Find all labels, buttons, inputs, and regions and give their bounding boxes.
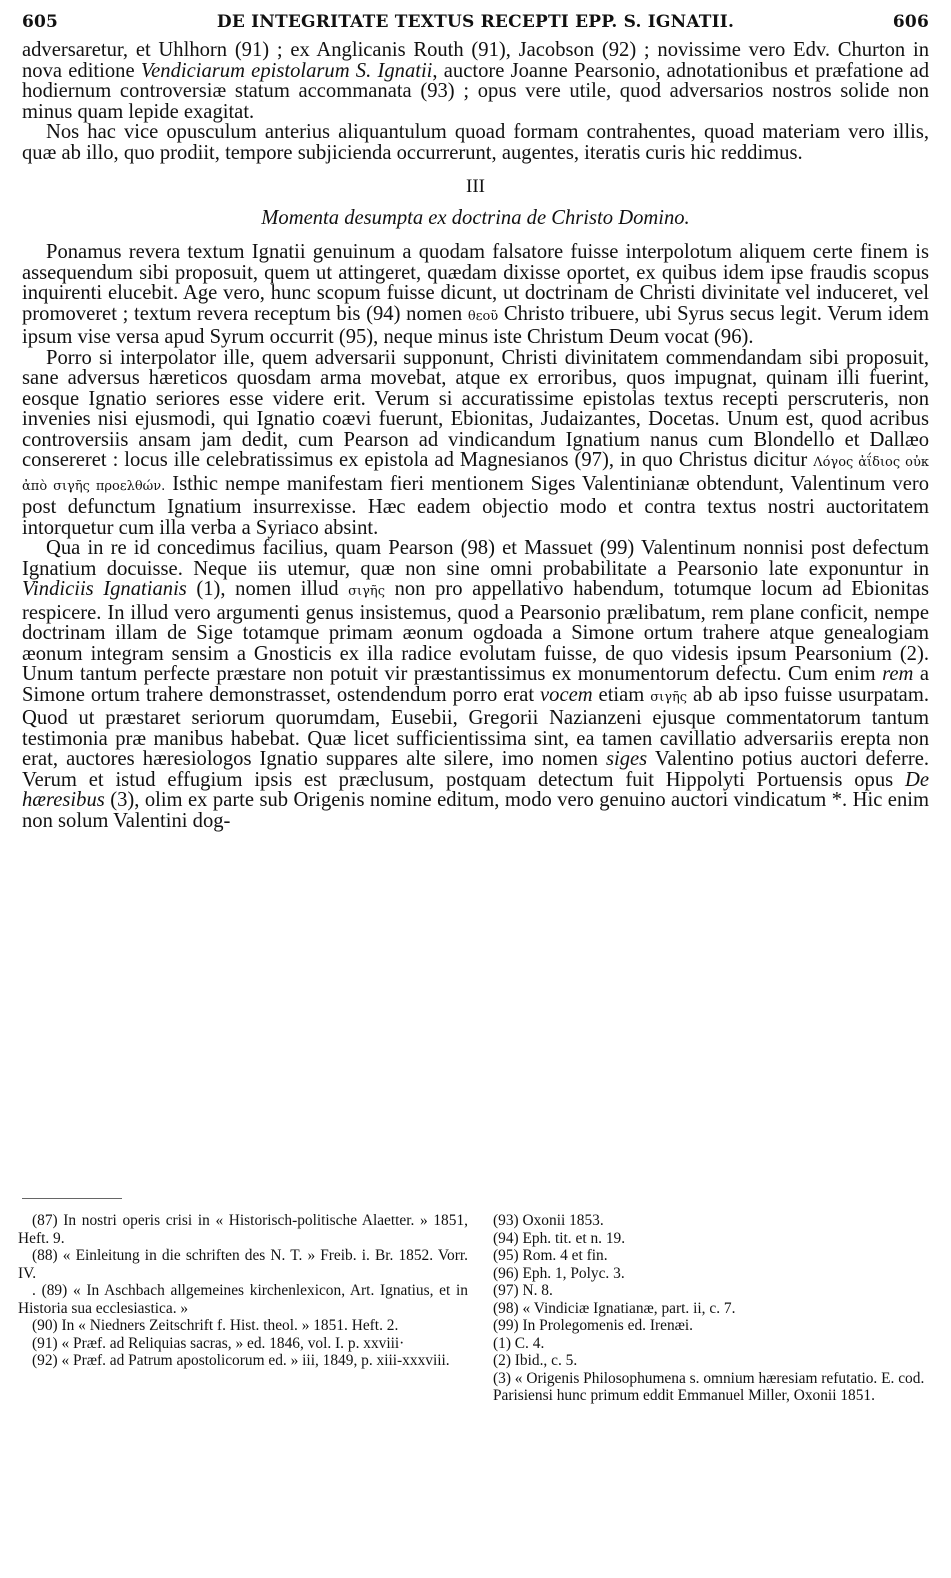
footnotes [18, 1212, 929, 1405]
footnote: (91) « Præf. ad Reliquias sacras, » ed. 1846, vol. I. p. xxviii· [32, 1334, 405, 1352]
footnote: . (89) « In Aschbach allgemeines kirchenlexicon, Art. Ignatius, et in Historia sua ecclesiastica. » [18, 1282, 468, 1317]
footnote: (88) « Einleitung in die schriften des N. T. » Freib. i. Br. 1852. Vorr. IV. [18, 1247, 468, 1282]
paragraph-2: Nos hac vice opusculum anterius aliquantulum quoad formam contrahentes, quoad materiam vero illis, quæ ab illo, quo prodiit, tempore subjicienda occurrerunt, augentes, iteratis curis hic reddimus. [22, 121, 929, 164]
book-title: Vendiciarum epistolarum S. Ignatii [140, 59, 433, 82]
footnote: (98) « Vindiciæ Ignatianæ, part. ii, c. 7. [493, 1299, 736, 1317]
footnote: (97) N. 8. [493, 1282, 553, 1299]
right-page-number: 606 [892, 12, 929, 32]
footnotes-right-column [489, 1212, 929, 1405]
footnote: (96) Eph. 1, Polyc. 3. [493, 1264, 625, 1282]
footnote: (1) C. 4. [493, 1334, 545, 1352]
greek-word: θεοῦ [467, 308, 499, 324]
paragraph-5: Qua in re id concedimus facilius, quam Pearson (98) et Massuet (99) Valentinum nonnisi post defectum Ignatium docuisse. Neque iis utemur, quæ non sine omni probabilitate a Pearsonio late exponuntur in Vindiciis Ignatianis (1), nomen illud σιγῆς non pro appellativo habendum, totumque locum ad Ebionitas respicere. In illud vero argumenti genus insistemus, quod a Pearsonio prælibatum, rem plane conficit, nempe doctrinam illam de Sige totamque primam æonum ogdoada a Simone ortum trahere atque genealogiam æonum integram sensim a Gnosticis ex illa radice evolutam fuisse, de quo videsis ipsum Pearsonium (2). Unum tantum perfecte præstare non potuit vir præstantissimus ex monumentorum defectu. Cum enim rem a Simone ortum trahere demonstrasset, ostendendum porro erat vocem etiam σιγῆς ab ab ipso fuisse usurpatam. Quod ut præstaret seriorum quorumdam, Eusebii, Gregorii Nazianzeni ejusque commentatorum tantum testimonia præ manibus habebat. Quæ licet sufficientissima sint, ea tamen cavillatio adversariis erepta non erat, auctores hæresiologos Ignatio suppares alte silere, imo nomen siges Valentino potius auctori deferre. Verum et istud effugium ipsis est præclusum, postquam detectum fuit Hippolyti Portuensis opus De hæresibus (3), olim ex parte sub Origenis nomine editum, modo vero genuino auctori vindicatum *. Hic enim non solum Valentini dog- [22, 537, 930, 832]
footnotes-left-column [18, 1212, 468, 1405]
paragraph-4: Porro si interpolator ille, quem adversarii supponunt, Christi divinitatem commendandam sibi proposuit, sane adversus hæreticos quosdam arma movebat, atque ex erroribus, quos impugnat, quinam illi fuerint, eosque Ignatio seriores esse videre erit. Verum si accuratissime epistolas textus recepti perscruteris, non invenies nisi ejusmodi, qui Ignatio coævi fuerunt, Ebionitas, Judaizantes, Docetas. Unum est, quod acribus controversiis ansam jam dedit, cum Pearson ad vindicandum Ignatium nanus cum Blondello et Dallæo consereret : locus ille celebratissimus ex epistola ad Magnesianos (97), in quo Christus dicitur Λόγος ἀΐδιος οὐκ ἀπὸ σιγῆς προελθών. Isthic nempe manifestam fieri mentionem Siges Valentinianæ obtendunt, Valentinum vero post defunctum Ignatium insurrexisse. Hæc eadem objectio modo et contra textus nostri auctoritatem intorquetur cum illa verba a Syriaco absint. [22, 346, 929, 539]
running-title: DE INTEGRITATE TEXTUS RECEPTI EPP. S. IGNATII. [216, 12, 735, 32]
left-page-number: 605 [22, 12, 59, 32]
footnote: (94) Eph. tit. et n. 19. [493, 1229, 626, 1247]
greek-word: σιγῆς [348, 584, 385, 599]
paragraph-3: Ponamus revera textum Ignatii genuinum a quodam falsatore fuisse interpolotum aliquem certe finem is assequendum sibi proposuit, quem ut attingeret, quædam dixisse oportet, ex quibus idem ipse fraudis scopus inquirenti elucebit. Age vero, hunc scopum fuisse dicunt, ut doctrinam de Christi divinitate vel induceret, vel promoveret ; textum revera receptum bis (94) nomen θεοῦ Christo tribuere, ubi Syrus secus legit. Verum idem ipsum vise versa apud Syrum occurrit (95), neque minus iste Christum Deum vocat (96). [22, 241, 929, 348]
footnote: (3) « Origenis Philosophumena s. omnium hæresiam refutatio. E. cod. Parisiensi hunc primum eddit Emmanuel Miller, Oxonii 1851. [493, 1369, 925, 1404]
paragraph-1: adversaretur, et Uhlhorn (91) ; ex Anglicanis Routh (91), Jacobson (92) ; novissime vero Edv. Churton in nova editione Vendiciarum epistolarum S. Ignatii, auctore Joanne Pearsonio, adnotationibus et præfatione ad hodiernum controversiæ statum accommanata (93) ; opus vere utile, quod adversarios nostros solide non minus quam lepide exagitat. [22, 39, 929, 123]
section-number: III [466, 176, 485, 197]
footnote: (95) Rom. 4 et fin. [493, 1247, 608, 1264]
greek-word: σιγῆς [650, 689, 688, 705]
running-head [22, 12, 929, 38]
main-text [22, 40, 929, 831]
footnote: (2) Ibid., c. 5. [493, 1352, 578, 1369]
footnote: (90) In « Niedners Zeitschrift f. Hist. theol. » 1851. Heft. 2. [32, 1317, 399, 1334]
footnote: (87) In nostri operis crisi in « Historisch-politische Alaetter. » 1851, Heft. 9. [18, 1212, 468, 1247]
page [22, 12, 929, 831]
footnote: (99) In Prolegomenis ed. Irenæi. [493, 1317, 694, 1334]
footnote: (92) « Præf. ad Patrum apostolicorum ed. » iii, 1849, p. xiii-xxxviii. [32, 1352, 450, 1369]
footnote: (93) Oxonii 1853. [493, 1212, 604, 1229]
section-title: Momenta desumpta ex doctrina de Christo Domino. [261, 206, 690, 229]
footnote-rule [22, 1198, 122, 1199]
greek-quote: Λόγος ἀΐδιος οὐκ ἀπὸ σιγῆς προελθών. [22, 455, 929, 494]
